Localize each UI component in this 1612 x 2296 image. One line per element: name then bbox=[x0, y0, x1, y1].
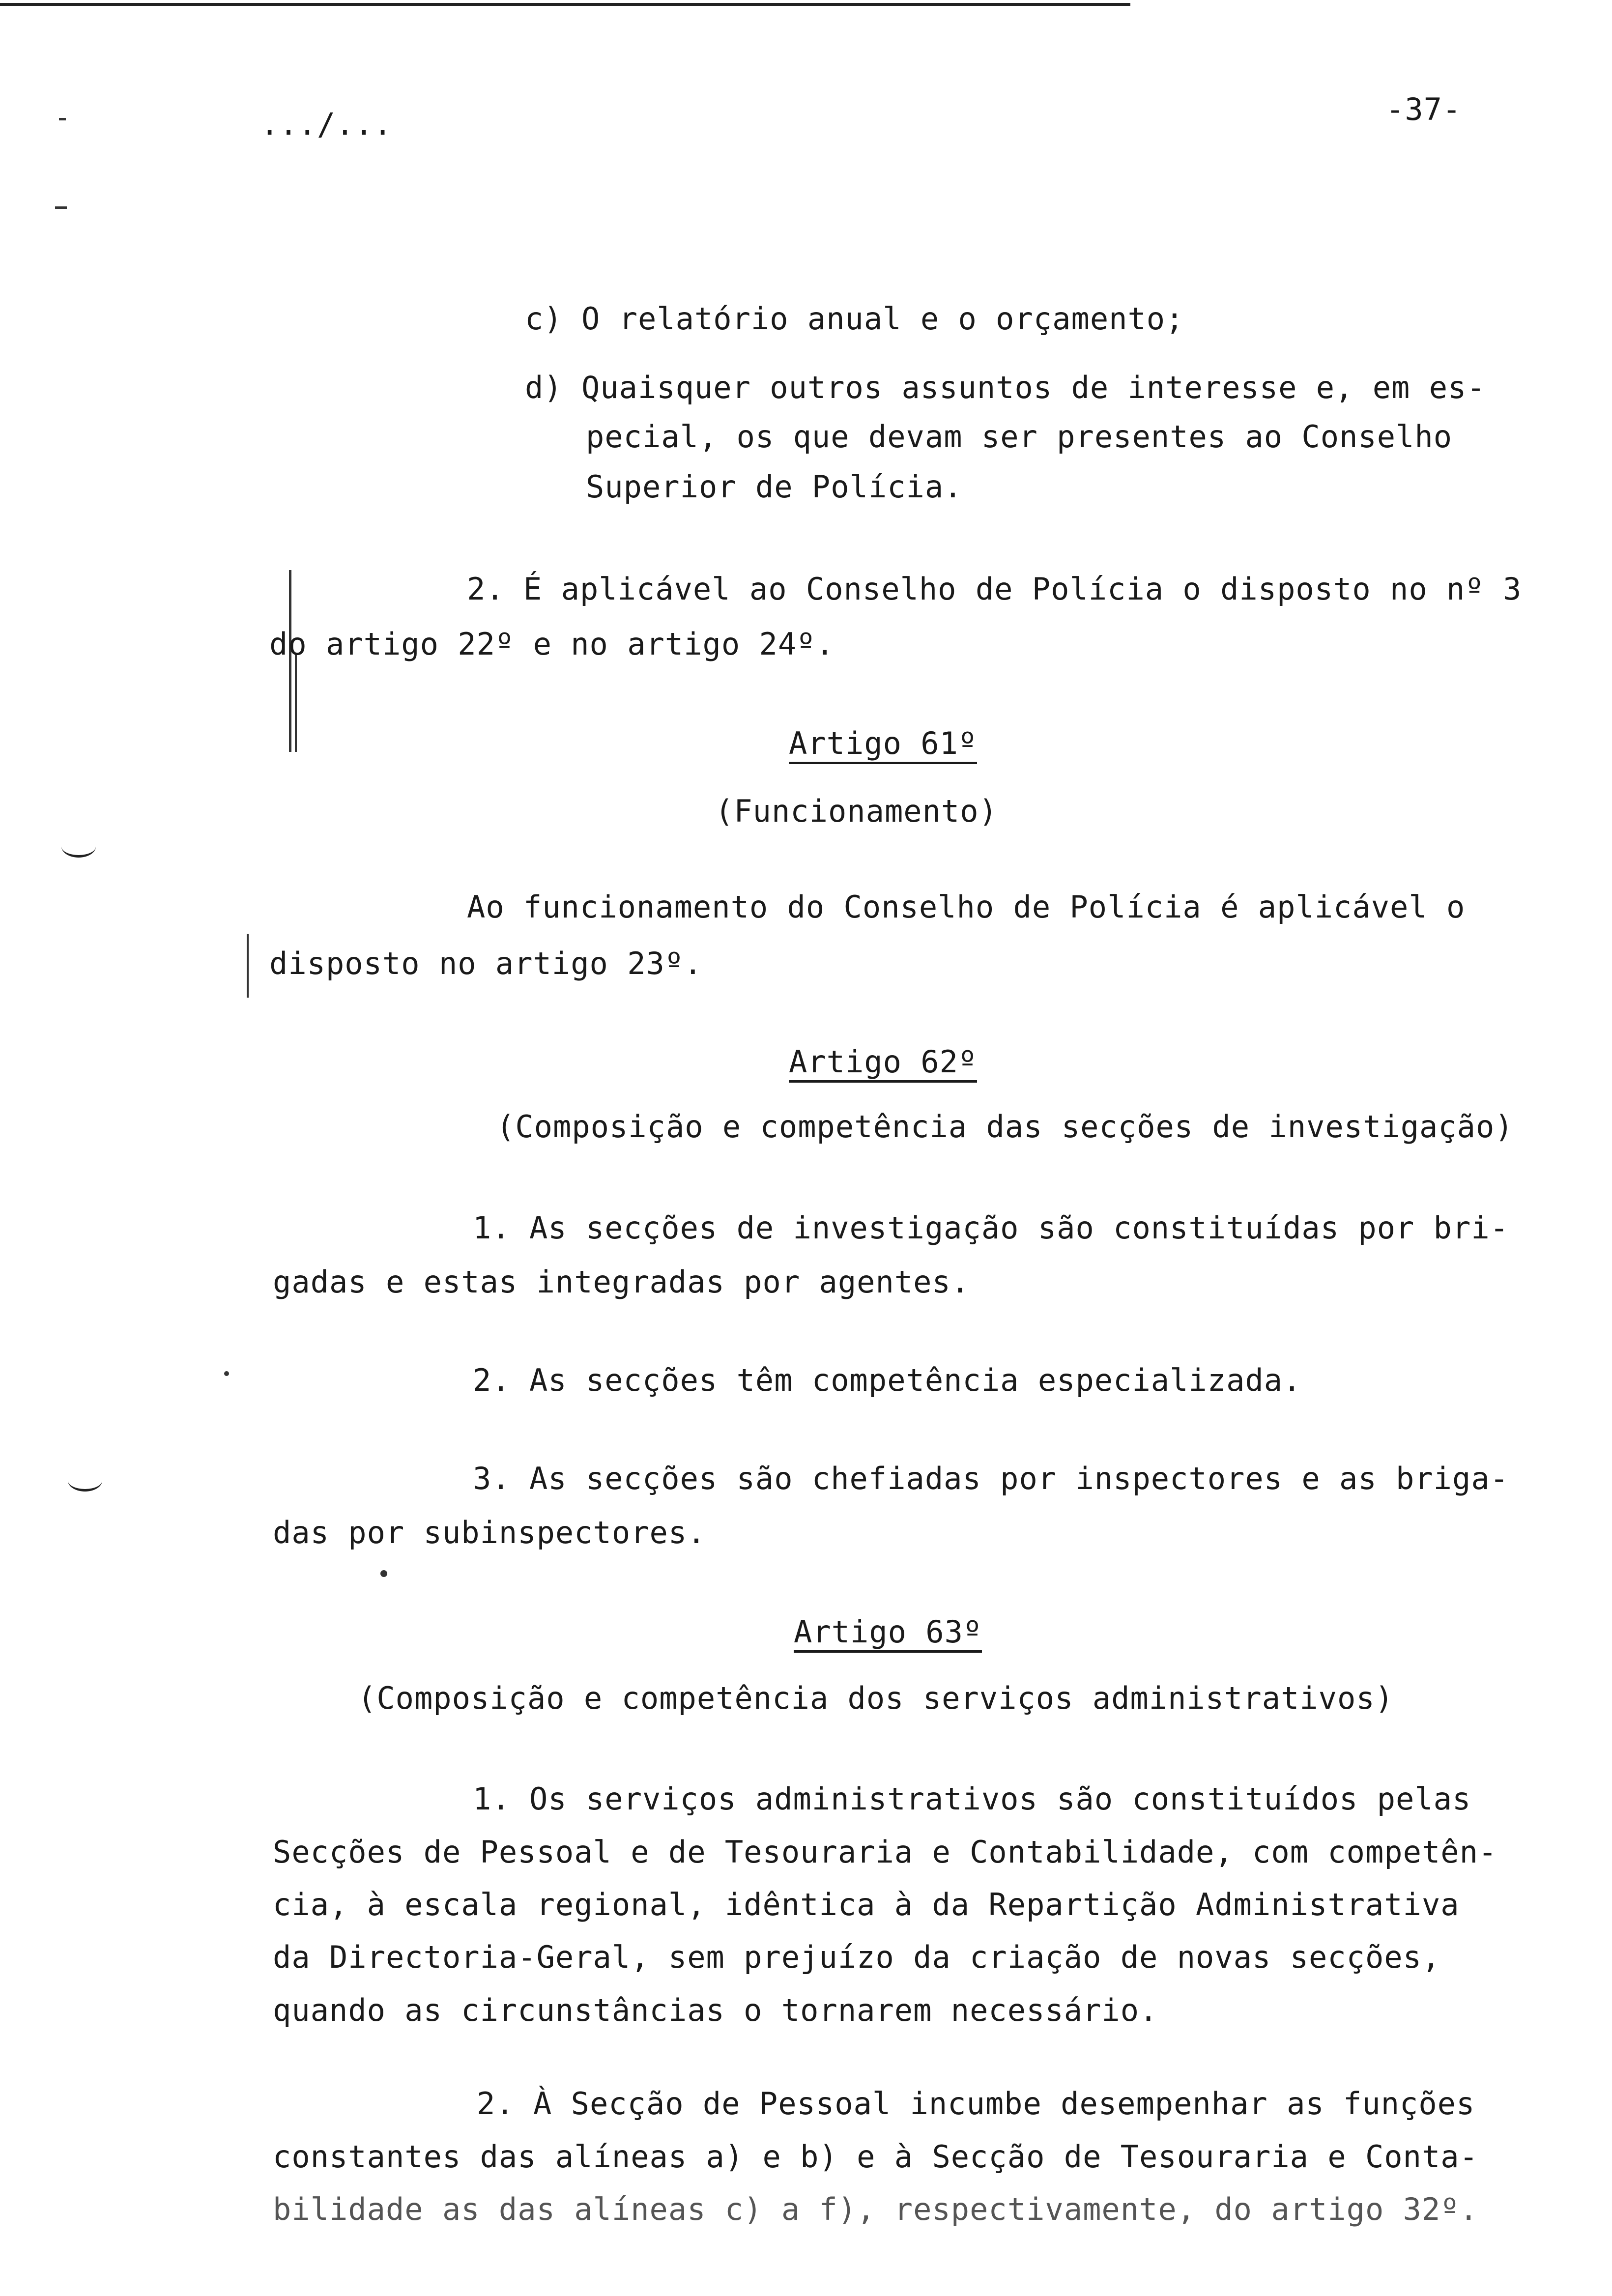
article-62-heading: Artigo 62º bbox=[789, 1047, 977, 1083]
article-61-line-1: Ao funcionamento do Conselho de Polícia é aplicável o bbox=[467, 889, 1466, 925]
item-d-line-2: pecial, os que devam ser presentes ao Conselho bbox=[586, 419, 1453, 455]
article-62-para-3-line-2: das por subinspectores. bbox=[273, 1515, 706, 1550]
article-62-para-2: 2. As secções têm competência especializada. bbox=[473, 1362, 1302, 1398]
hole-punch-mark bbox=[61, 835, 96, 858]
para-2-line-1: 2. É aplicável ao Conselho de Polícia o disposto no nº 3 bbox=[467, 571, 1522, 607]
stray-dot bbox=[380, 1570, 387, 1577]
margin-mark bbox=[55, 206, 67, 209]
article-63-para-1-line-5: quando as circunstâncias o tornarem necessário. bbox=[273, 1992, 1158, 2028]
margin-bar bbox=[247, 934, 249, 998]
para-2-line-2: do artigo 22º e no artigo 24º. bbox=[269, 626, 835, 662]
top-rule bbox=[0, 3, 1130, 6]
article-63-subtitle: (Composição e competência dos serviços administrativos) bbox=[358, 1680, 1394, 1716]
item-d-line-1: d) Quaisquer outros assuntos de interesse e, em es- bbox=[525, 370, 1486, 405]
margin-mark bbox=[59, 118, 66, 120]
hole-punch-mark bbox=[68, 1469, 102, 1492]
article-62-subtitle: (Composição e competência das secções de investigação) bbox=[496, 1109, 1514, 1145]
stray-dot bbox=[224, 1371, 229, 1376]
item-c: c) O relatório anual e o orçamento; bbox=[525, 301, 1184, 337]
article-63-para-2-line-2: constantes das alíneas a) e b) e à Secção de Tesouraria e Conta- bbox=[273, 2139, 1478, 2175]
article-63-para-1-line-2: Secções de Pessoal e de Tesouraria e Contabilidade, com competên- bbox=[273, 1834, 1497, 1870]
article-62-para-3-line-1: 3. As secções são chefiadas por inspectores e as briga- bbox=[473, 1461, 1509, 1496]
article-63-para-1-line-3: cia, à escala regional, idêntica à da Repartição Administrativa bbox=[273, 1887, 1460, 1923]
article-61-heading: Artigo 61º bbox=[789, 728, 977, 764]
article-62-para-1-line-1: 1. As secções de investigação são constituídas por bri- bbox=[473, 1210, 1509, 1246]
article-62-para-1-line-2: gadas e estas integradas por agentes. bbox=[273, 1264, 970, 1300]
margin-bar bbox=[295, 654, 297, 752]
article-63-heading: Artigo 63º bbox=[794, 1617, 982, 1653]
article-63-para-2-line-1: 2. À Secção de Pessoal incumbe desempenhar as funções bbox=[477, 2086, 1475, 2122]
continuation-mark: .../... bbox=[260, 106, 393, 142]
article-61-subtitle: (Funcionamento) bbox=[715, 793, 998, 829]
article-63-para-2-line-3: bilidade as das alíneas c) a f), respectivamente, do artigo 32º. bbox=[273, 2191, 1478, 2227]
article-63-para-1-line-4: da Directoria-Geral, sem prejuízo da criação de novas secções, bbox=[273, 1939, 1441, 1975]
article-63-para-1-line-1: 1. Os serviços administrativos são constituídos pelas bbox=[473, 1781, 1471, 1817]
article-61-line-2: disposto no artigo 23º. bbox=[269, 946, 703, 981]
page-number: -37- bbox=[1386, 91, 1462, 127]
item-d-line-3: Superior de Polícia. bbox=[586, 469, 963, 505]
